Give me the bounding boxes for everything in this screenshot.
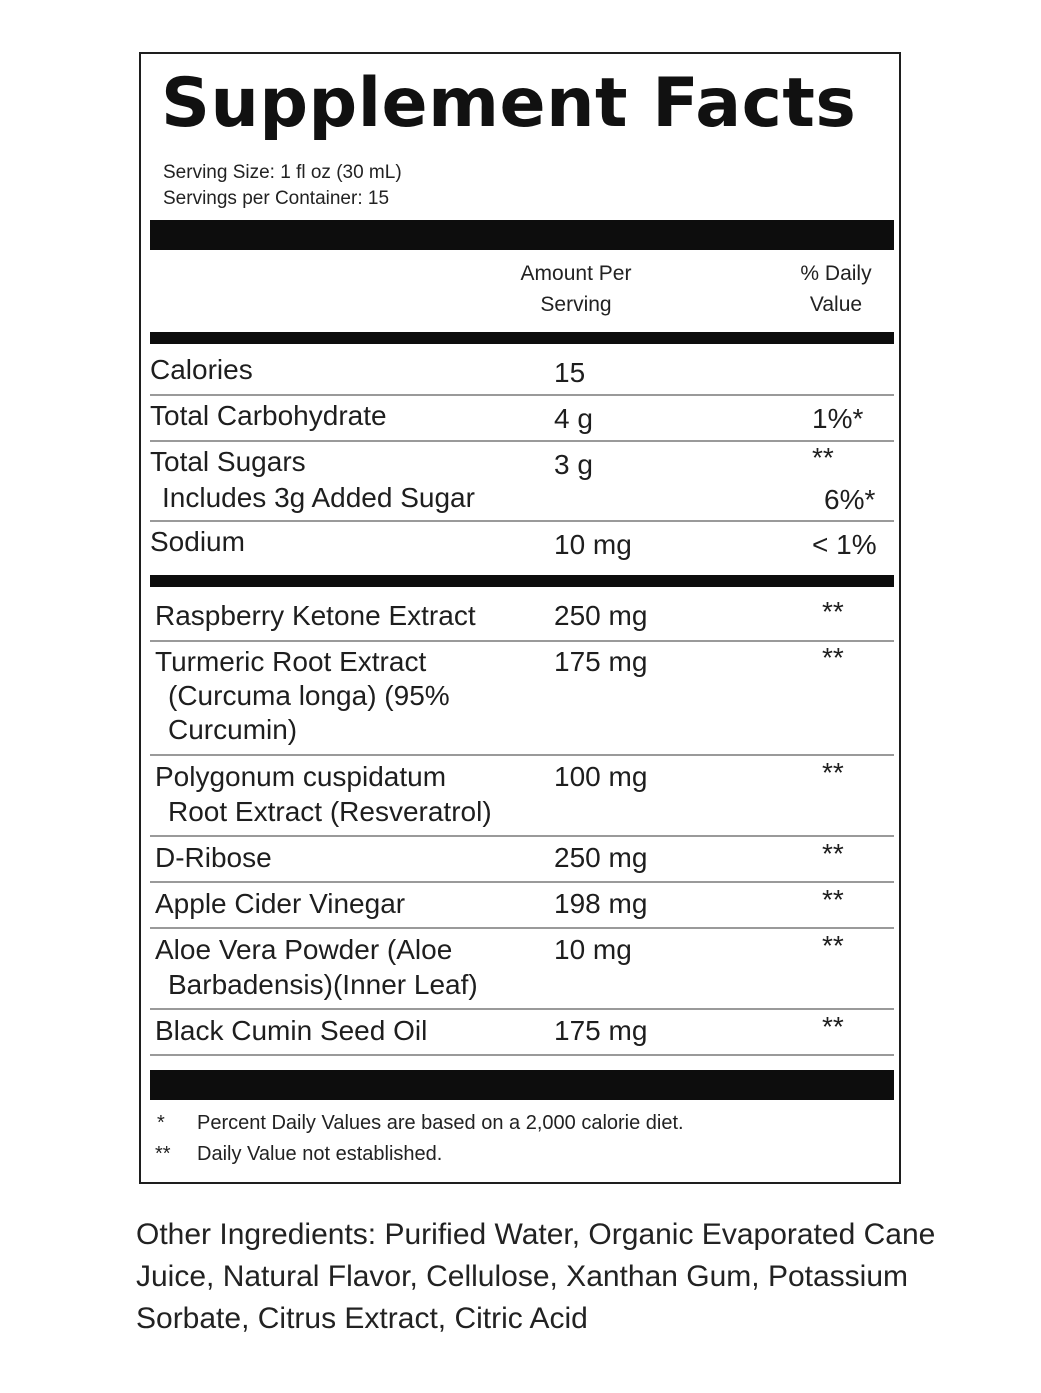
footnote-mark: **	[155, 1143, 171, 1165]
ingredient-dv: **	[822, 884, 844, 915]
ingredient-dv: **	[822, 838, 844, 869]
footnote-mark: *	[157, 1112, 165, 1134]
nutrient-amount: 10 mg	[554, 529, 632, 560]
ingredient-name: Aloe Vera Powder (Aloe	[155, 934, 453, 965]
dv-header-line1: % Daily	[800, 262, 872, 285]
amount-header-line1: Amount Per	[520, 262, 632, 285]
nutrient-name: Total Sugars	[150, 446, 306, 477]
nutrient-name: Calories	[150, 354, 253, 385]
ingredient-name-line2: Barbadensis)(Inner Leaf)	[168, 969, 478, 1000]
row-rule	[150, 881, 894, 883]
ingredient-name-line2: (Curcuma longa) (95%	[168, 680, 450, 711]
ingredient-amount: 175 mg	[554, 646, 648, 677]
ingredient-amount: 10 mg	[554, 934, 632, 965]
footnote-text: Daily Value not established.	[197, 1143, 443, 1165]
ingredient-name: Raspberry Ketone Extract	[155, 600, 476, 631]
ingredient-amount: 250 mg	[554, 842, 648, 873]
nutrient-name: Sodium	[150, 526, 245, 557]
ingredient-amount: 175 mg	[554, 1015, 648, 1046]
nutrient-amount: 15	[554, 357, 586, 388]
ingredient-dv: **	[822, 596, 844, 627]
serving-size: Serving Size: 1 fl oz (30 mL)	[163, 162, 402, 183]
footnote-text: Percent Daily Values are based on a 2,000 calorie diet.	[197, 1112, 684, 1134]
row-rule	[150, 927, 894, 929]
row-rule	[150, 1054, 894, 1056]
ingredient-name: Black Cumin Seed Oil	[155, 1015, 428, 1046]
header-divider	[150, 332, 894, 344]
added-sugar-name: Includes 3g Added Sugar	[162, 482, 475, 513]
added-sugar-dv: 6%*	[824, 484, 876, 515]
nutrient-amount: 3 g	[554, 449, 593, 480]
servings-per-container: Servings per Container: 15	[163, 188, 390, 209]
row-rule	[150, 835, 894, 837]
footer-divider	[150, 1070, 894, 1100]
dv-header-line2: Value	[809, 293, 863, 316]
ingredient-name-line3: Curcumin)	[168, 714, 298, 745]
nutrient-name: Total Carbohydrate	[150, 400, 387, 431]
thick-divider	[150, 220, 894, 250]
supplement-facts-panel	[139, 52, 901, 1184]
panel-title: Supplement Facts	[161, 64, 857, 143]
ingredient-amount: 250 mg	[554, 600, 648, 631]
row-rule	[150, 394, 894, 396]
amount-header	[491, 258, 661, 320]
ingredient-name-line2: Root Extract (Resveratrol)	[168, 796, 492, 827]
nutrient-dv: < 1%	[812, 529, 877, 560]
nutrient-dv: 1%*	[812, 403, 864, 434]
row-rule	[150, 440, 894, 442]
ingredient-dv: **	[822, 642, 844, 673]
ingredient-name: Apple Cider Vinegar	[155, 888, 406, 919]
amount-header-line2: Serving	[540, 293, 612, 316]
row-rule	[150, 754, 894, 756]
ingredient-amount: 198 mg	[554, 888, 648, 919]
nutrient-dv: **	[812, 442, 834, 473]
ingredient-dv: **	[822, 757, 844, 788]
other-ingredients: Other Ingredients: Purified Water, Organic Evaporated Cane Juice, Natural Flavor, Cellulose, Xanthan Gum, Potassium Sorbate, Citrus Extract, Citric Acid	[136, 1218, 936, 1335]
ingredient-name: Polygonum cuspidatum	[155, 761, 447, 792]
ingredient-name: D-Ribose	[155, 842, 272, 873]
row-rule	[150, 520, 894, 522]
nutrient-divider	[150, 575, 894, 587]
ingredient-dv: **	[822, 930, 844, 961]
ingredient-amount: 100 mg	[554, 761, 648, 792]
row-rule	[150, 640, 894, 642]
row-rule	[150, 1008, 894, 1010]
ingredient-dv: **	[822, 1011, 844, 1042]
ingredient-name: Turmeric Root Extract	[155, 646, 427, 677]
nutrient-amount: 4 g	[554, 403, 593, 434]
daily-value-header	[781, 258, 891, 320]
